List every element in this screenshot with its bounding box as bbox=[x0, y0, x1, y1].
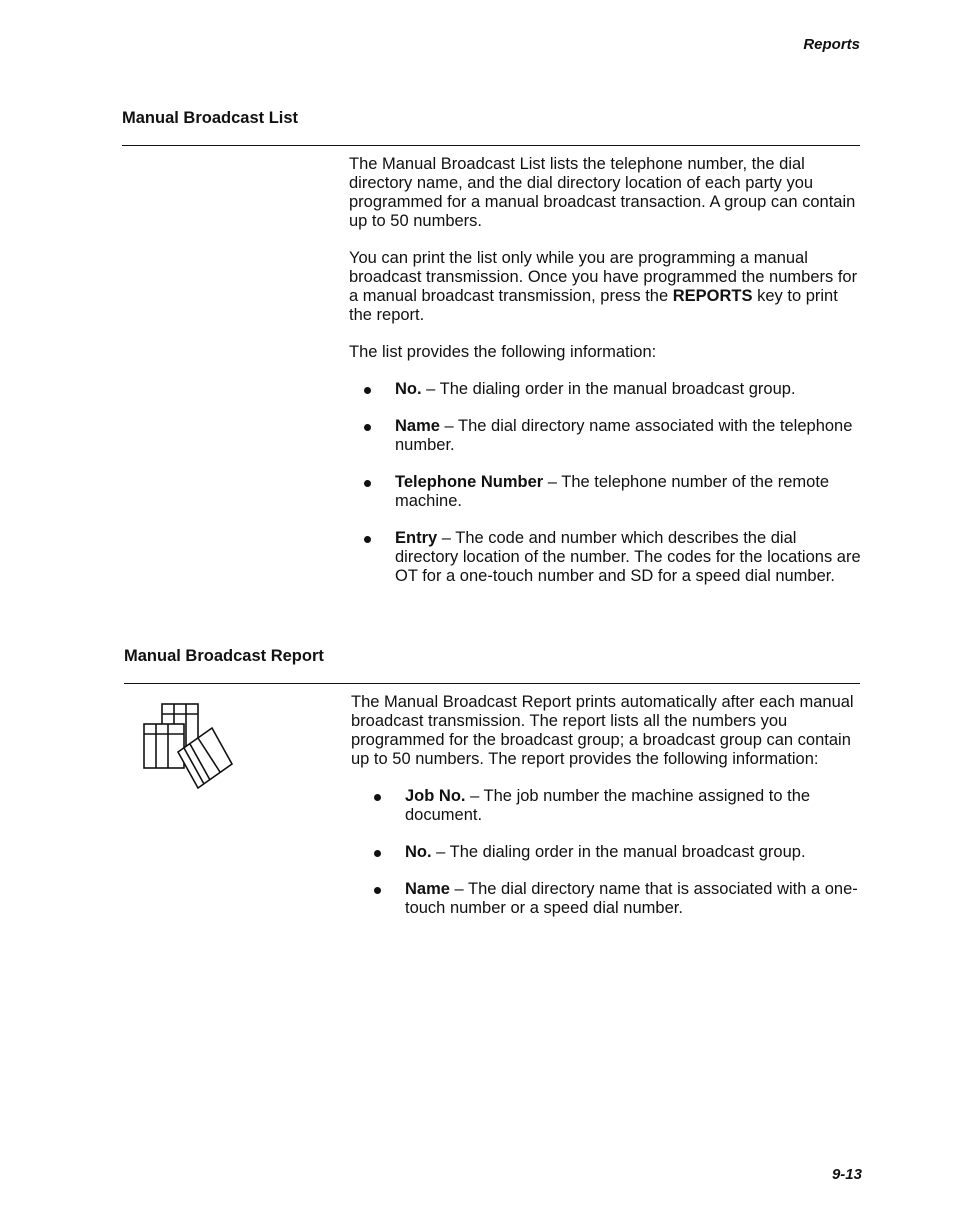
paragraph bbox=[349, 249, 864, 325]
item-desc: – The telephone number of the remote machine. bbox=[395, 473, 830, 510]
item-desc: – The dial directory name that is associated with a one-touch number or a speed dial number. bbox=[405, 880, 858, 917]
paragraph: The Manual Broadcast Report prints automatically after each manual broadcast transmission. The report lists all the numbers you programmed for the broadcast group; a broadcast group can contain up to 50 numbers. The report provides the following information: bbox=[351, 693, 854, 768]
list-item bbox=[349, 417, 864, 455]
section-title-broadcast-report: Manual Broadcast Report bbox=[124, 647, 324, 665]
bullet-icon bbox=[364, 480, 371, 487]
item-desc: – The dialing order in the manual broadcast group. bbox=[431, 843, 806, 861]
bullet-icon bbox=[364, 424, 371, 431]
item-term: No. bbox=[395, 380, 422, 398]
paragraph: The Manual Broadcast List lists the telephone number, the dial directory name, and the dial directory location of each party you programmed for a manual broadcast transaction. A group can contain up to 50 numbers. bbox=[349, 155, 856, 230]
list-item bbox=[349, 380, 864, 399]
bullet-icon bbox=[364, 387, 371, 394]
item-term: Name bbox=[405, 880, 450, 898]
paragraph: The list provides the following information: bbox=[349, 343, 657, 361]
item-desc: – The code and number which describes the dial directory location of the number. The codes for the locations are OT for a one-touch number and SD for a speed dial number. bbox=[395, 529, 861, 585]
item-term: Telephone Number bbox=[395, 473, 544, 491]
document-stack-icon bbox=[138, 702, 234, 790]
item-term: Entry bbox=[395, 529, 438, 547]
item-desc: – The dial directory name associated with the telephone number. bbox=[395, 417, 853, 454]
section-body-broadcast-list bbox=[349, 155, 864, 604]
list-item bbox=[359, 787, 871, 825]
section-rule bbox=[122, 145, 860, 146]
item-term: Name bbox=[395, 417, 440, 435]
bullet-icon bbox=[364, 536, 371, 543]
list-item bbox=[349, 529, 864, 586]
bullet-list bbox=[349, 380, 864, 586]
item-term: No. bbox=[405, 843, 432, 861]
paragraph-text: key to print the report. bbox=[349, 287, 838, 324]
item-desc: – The job number the machine assigned to the document. bbox=[405, 787, 811, 824]
bullet-list bbox=[359, 787, 871, 918]
page-number: 9-13 bbox=[831, 1166, 862, 1183]
item-term: Job No. bbox=[405, 787, 466, 805]
bullet-icon bbox=[374, 794, 381, 801]
paragraph-text: You can print the list only while you are programming a manual broadcast transmission. Once you have programmed the numbers for a manual broadcast transmission, press the bbox=[349, 249, 858, 305]
item-desc: – The dialing order in the manual broadcast group. bbox=[421, 380, 796, 398]
section-rule bbox=[124, 683, 860, 684]
list-item bbox=[359, 880, 871, 918]
section-title-broadcast-list: Manual Broadcast List bbox=[122, 109, 299, 127]
section-body-broadcast-report bbox=[351, 693, 871, 936]
bullet-icon bbox=[374, 887, 381, 894]
list-item bbox=[359, 843, 871, 862]
bullet-icon bbox=[374, 850, 381, 857]
list-item bbox=[349, 473, 864, 511]
reports-key-label: REPORTS bbox=[672, 287, 753, 305]
running-head: Reports bbox=[803, 36, 860, 53]
